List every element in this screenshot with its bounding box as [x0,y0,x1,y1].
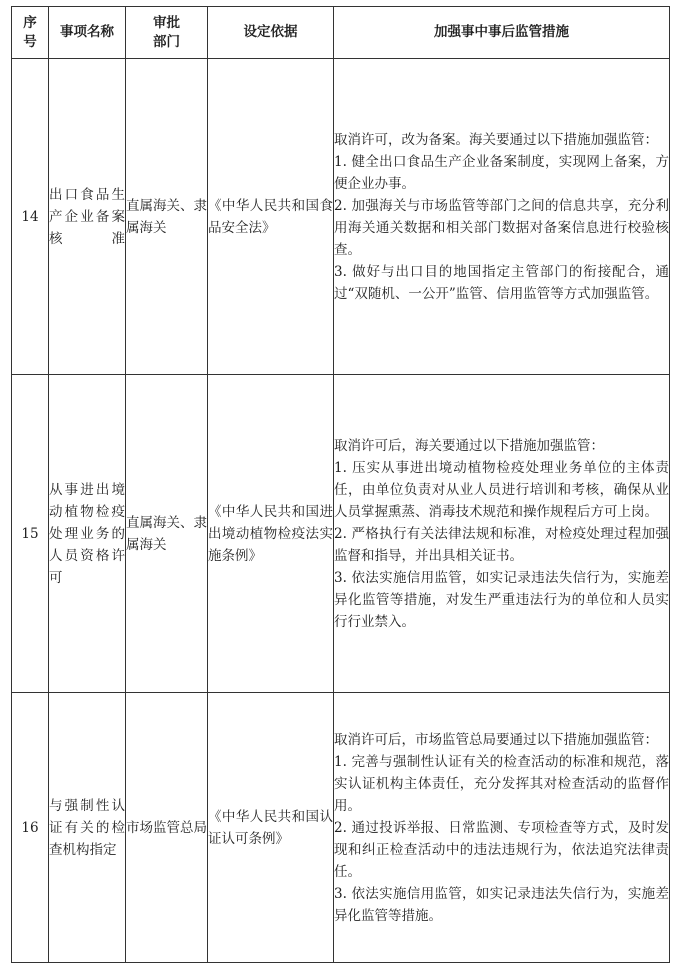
measure-item: 2. 加强海关与市场监管等部门之间的信息共享，充分利用海关通关数据和相关部门数据对备案信息进行校验核查。 [334,197,669,258]
row-item-name: 与强制性认证有关的检查机构指定 [49,693,126,963]
table-body [12,59,670,963]
row-legal-basis: 《中华人民共和国进出境动植物检疫法实施条例》 [208,375,334,693]
header-row [12,7,670,59]
measure-intro: 取消许可后，海关要通过以下措施加强监管： [334,437,604,454]
table-row [12,375,670,693]
row-measures [334,693,670,963]
row-measures [334,59,670,375]
row-index: 16 [12,693,49,963]
row-approval-dept: 直属海关、隶属海关 [126,59,208,375]
measure-item: 2. 严格执行有关法律法规和标准，对检疫处理过程加强监督和指导，并出具相关证书。 [334,525,669,564]
table-header [12,7,670,59]
regulation-table [11,6,670,963]
table-row [12,693,670,963]
table-row [12,59,670,375]
row-legal-basis: 《中华人民共和国认证认可条例》 [208,693,334,963]
row-measures [334,375,670,693]
measure-item: 2. 通过投诉举报、日常监测、专项检查等方式，及时发现和纠正检查活动中的违法违规行为，依法追究法律责任。 [334,819,669,880]
measure-item: 3. 依法实施信用监管，如实记录违法失信行为，实施差异化监管等措施，对发生严重违法行为的单位和人员实行行业禁入。 [334,569,669,630]
header-index: 序号 [12,7,49,59]
row-item-name: 出口食品生产企业备案核准 [49,59,126,375]
header-approval-dept: 审批部门 [126,7,208,59]
row-item-name: 从事进出境动植物检疫处理业务的人员资格许可 [49,375,126,693]
row-legal-basis: 《中华人民共和国食品安全法》 [208,59,334,375]
header-item-name: 事项名称 [49,7,126,59]
row-index: 14 [12,59,49,375]
measure-item: 1. 完善与强制性认证有关的检查活动的标准和规范，落实认证机构主体责任，充分发挥其对检查活动的监督作用。 [334,753,669,814]
row-index: 15 [12,375,49,693]
measure-item: 3. 依法实施信用监管，如实记录违法失信行为，实施差异化监管等措施。 [334,885,669,924]
measure-item: 1. 健全出口食品生产企业备案制度，实现网上备案，方便企业办事。 [334,153,669,192]
row-approval-dept: 直属海关、隶属海关 [126,375,208,693]
row-approval-dept: 市场监管总局 [126,693,208,963]
measure-item: 3. 做好与出口目的地国指定主管部门的衔接配合，通过“双随机、一公开”监管、信用监管等方式加强监管。 [334,263,669,302]
measure-item: 1. 压实从事进出境动植物检疫处理业务单位的主体责任，由单位负责对从业人员进行培训和考核，确保从业人员掌握熏蒸、消毒技术规范和操作规程后方可上岗。 [334,459,669,520]
header-measures: 加强事中事后监管措施 [334,7,670,59]
header-legal-basis: 设定依据 [208,7,334,59]
measure-intro: 取消许可后，市场监管总局要通过以下措施加强监管： [334,731,658,748]
measure-intro: 取消许可，改为备案。海关要通过以下措施加强监管： [334,131,658,148]
